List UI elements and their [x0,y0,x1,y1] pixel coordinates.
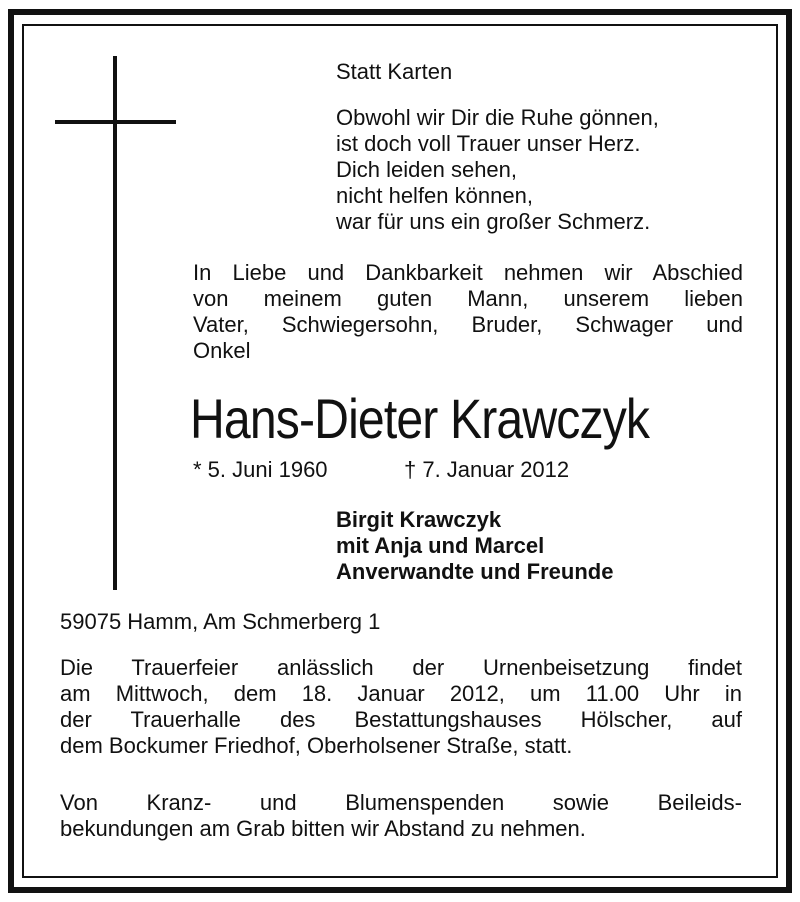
family-line: mit Anja und Marcel [336,533,545,558]
ceremony-line: dem Bockumer Friedhof, Oberholsener Straße, statt. [60,733,573,758]
address: 59075 Hamm, Am Schmerberg 1 [60,609,381,634]
flowers-line: Von Kranz- und Blumenspenden sowie Beileids- [60,790,742,815]
family-line: Birgit Krawczyk [336,507,502,532]
family-line: Anverwandte und Freunde [336,559,614,584]
flowers-line: bekundungen am Grab bitten wir Abstand zu nehmen. [60,816,586,841]
intro-line: von meinem guten Mann, unserem lieben [193,286,743,311]
ceremony-paragraph [60,655,742,759]
poem-line: Dich leiden sehen, [336,157,518,182]
cross-icon [113,56,117,590]
death-date: † 7. Januar 2012 [404,457,570,482]
poem-line: war für uns ein großer Schmerz. [336,209,651,234]
ceremony-line: der Trauerhalle des Bestattungshauses Hölscher, auf [60,707,742,732]
poem-line: ist doch voll Trauer unser Herz. [336,131,641,156]
cross-icon-bar [55,120,176,124]
intro-paragraph [193,260,743,364]
intro-line: Vater, Schwiegersohn, Bruder, Schwager und [193,312,743,337]
ceremony-line: am Mittwoch, dem 18. Januar 2012, um 11.00 Uhr in [60,681,742,706]
header-text: Statt Karten [336,59,453,84]
poem-line: Obwohl wir Dir die Ruhe gönnen, [336,105,659,130]
poem-line: nicht helfen können, [336,183,533,208]
ceremony-line: Die Trauerfeier anlässlich der Urnenbeisetzung findet [60,655,742,680]
deceased-name: Hans-Dieter Krawczyk [190,387,650,450]
intro-line: In Liebe und Dankbarkeit nehmen wir Abschied [193,260,743,285]
intro-line: Onkel [193,338,251,363]
birth-date: * 5. Juni 1960 [193,457,328,482]
flowers-paragraph [60,790,742,842]
poem [336,105,659,235]
family-signature [336,507,613,585]
